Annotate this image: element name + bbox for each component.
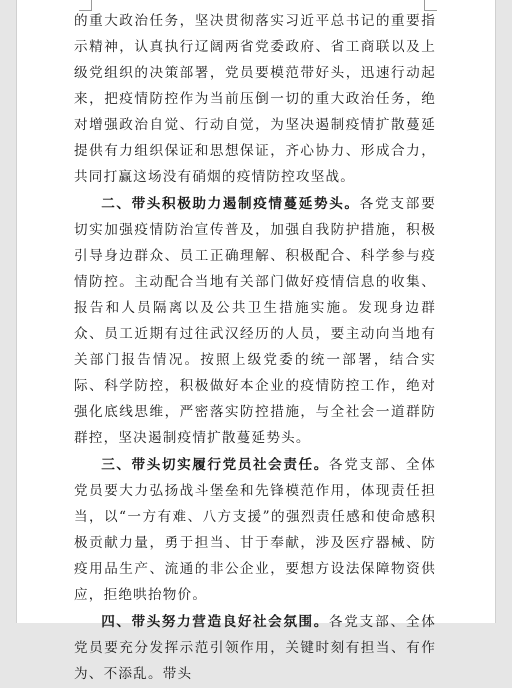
paragraph-3-text: 各党支部、全体党员要大力弘扬战斗堡垒和先锋模范作用，体现责任担当，以“一方有难、八方支援”的强烈责任感和使命感积极贡献力量，勇于担当、甘于奉献，涉及医疗器械、防疫用品生产、流通的非公企业，要想方设法保障物资供应，拒绝哄抬物价。 (74, 457, 437, 603)
paragraph-1 (74, 8, 436, 190)
paragraph-1-text: 的重大政治任务，坚决贯彻落实习近平总书记的重要指示精神，认真执行辽阔两省党委政府、省工商联以及上级党组织的决策部署，党员要模范带好头，迅速行动起来，把疫情防控作为当前压倒一切的重大政治任务，绝对增强政治自觉、行动自觉，为坚决遏制疫情扩散蔓延提供有力组织保证和思想保证，齐心协力、形成合力，共同打赢这场没有硝烟的疫情防控攻坚战。 (74, 13, 436, 185)
paragraph-2-heading: 二、带头积极助力遏制疫情蔓延势头。 (101, 196, 360, 212)
paragraph-4 (74, 609, 436, 687)
paragraph-2-text: 各党支部要切实加强疫情防治宣传普及，加强自我防护措施，积极引导身边群众、员工正确理解、积极配合、科学参与疫情防控。主动配合当地有关部门做好疫情信息的收集、报告和人员隔离以及公共卫生措施实施。发现身边群众、员工近期有过往武汉经历的人员，要主动向当地有关部门报告情况。按照上级党委的统一部署，结合实际、科学防控，积极做好本企业的疫情防控工作，绝对强化底线思维，严密落实防控措施，与全社会一道群防群控，坚决遏制疫情扩散蔓延势头。 (74, 196, 437, 446)
paragraph-4-heading: 四、带头努力营造良好社会氛围。 (101, 614, 329, 630)
paragraph-2 (74, 191, 436, 451)
paragraph-3 (74, 452, 436, 608)
document-body (74, 8, 436, 688)
paragraph-4-text: 各党支部、全体党员要充分发挥示范引领作用，关键时刻有担当、有作为、不添乱。带头 (74, 614, 437, 682)
paragraph-3-heading: 三、带头切实履行党员社会责任。 (101, 457, 329, 473)
